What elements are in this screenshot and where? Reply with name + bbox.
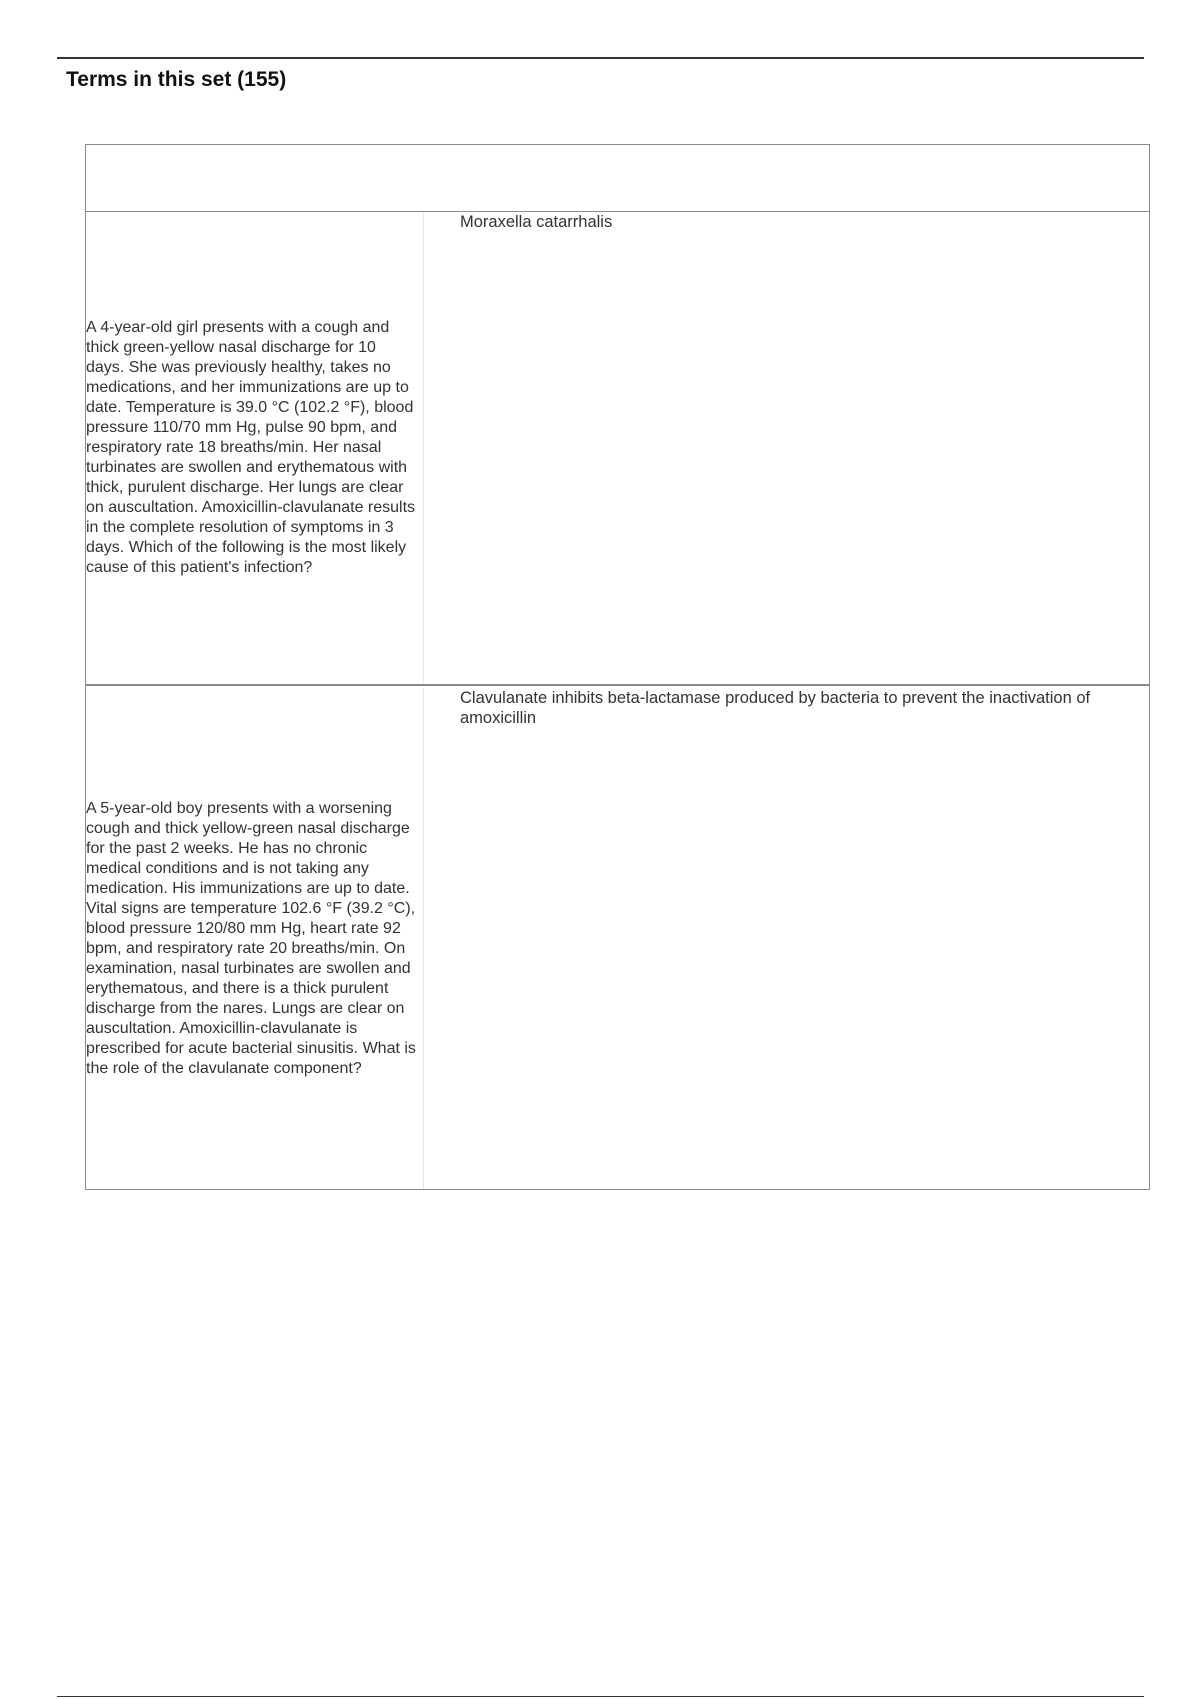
term-cell	[86, 212, 424, 684]
bottom-divider	[57, 1696, 1144, 1697]
set-title: Terms in this set (155)	[66, 68, 287, 91]
top-divider	[57, 57, 1144, 59]
definition-text: Moraxella catarrhalis	[460, 213, 613, 231]
term-row	[86, 212, 1149, 686]
term-text: A 5-year-old boy presents with a worsening cough and thick yellow-green nasal discharge for the past 2 weeks. He has no chronic medical conditions and is not taking any medication. His immunizations are up to date. Vital signs are temperature 102.6 °F (39.2 °C), blood pressure 120/80 mm Hg, heart rate 92 bpm, and respiratory rate 20 breaths/min. On examination, nasal turbinates are swollen and erythematous, and there is a thick purulent discharge from the nares. Lungs are clear on auscultation. Amoxicillin-clavulanate is prescribed for acute bacterial sinusitis. What is the role of the clavulanate component?	[86, 799, 416, 1077]
definition-text: Clavulanate inhibits beta-lactamase produced by bacteria to prevent the inactivation of amoxicillin	[460, 689, 1091, 727]
term-text: A 4-year-old girl presents with a cough and thick green-yellow nasal discharge for 10 days. She was previously healthy, takes no medications, and her immunizations are up to date. Temperature is 39.0 °C (102.2 °F), blood pressure 110/70 mm Hg, pulse 90 bpm, and respiratory rate 18 breaths/min. Her nasal turbinates are swollen and erythematous with thick, purulent discharge. Her lungs are clear on auscultation. Amoxicillin-clavulanate results in the complete resolution of symptoms in 3 days. Which of the following is the most likely cause of this patient's infection?	[86, 319, 416, 576]
terms-table	[85, 144, 1150, 1190]
term-row	[86, 688, 1149, 1189]
table-header-row	[86, 145, 1149, 212]
term-cell	[86, 688, 424, 1189]
